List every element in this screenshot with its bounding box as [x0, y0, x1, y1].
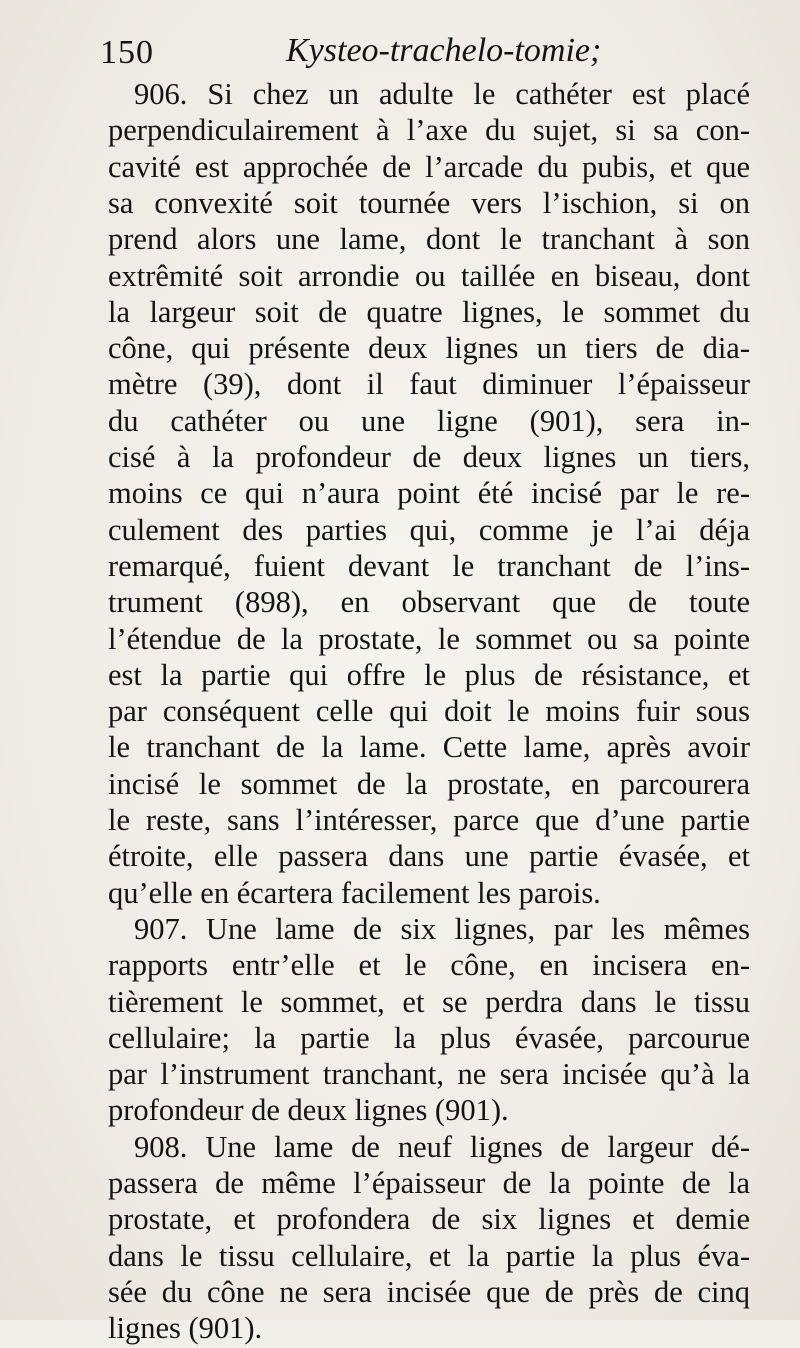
text-line: le tranchant de la lame. Cette lame, après avoir — [108, 730, 750, 765]
text-line: lignes (901). — [108, 1311, 263, 1346]
text-line: sée du cône ne sera incisée que de près de cinq — [108, 1274, 750, 1309]
text-line: extrêmité soit arrondie ou taillée en biseau, dont — [108, 258, 750, 293]
text-line: trument (898), en observant que de toute — [108, 585, 750, 620]
text-line: est la partie qui offre le plus de résistance, et — [108, 657, 750, 692]
text-line: cisé à la profondeur de deux lignes un tiers, — [108, 440, 750, 474]
text-line: rapports entr’elle et le cône, en incisera en- — [108, 948, 750, 983]
text-line: perpendiculairement à l’axe du sujet, si sa con- — [108, 113, 750, 148]
text-line: tièrement le sommet, et se perdra dans le tissu — [108, 984, 750, 1019]
text-line: 906. Si chez un adulte le cathéter est placé — [134, 77, 750, 111]
text-line: culement des parties qui, comme je l’ai déja — [108, 512, 750, 547]
text-line: 908. Une lame de neuf lignes de largeur dé- — [134, 1129, 750, 1164]
text-line: sa convexité soit tournée vers l’ischion, si on — [108, 185, 750, 220]
text-line: prend alors une lame, dont le tranchant à son — [108, 222, 750, 257]
text-line: cône, qui présente deux lignes un tiers de dia- — [108, 331, 750, 366]
page-header — [100, 30, 620, 78]
text-line: remarqué, fuient devant le tranchant de l’ins- — [108, 548, 750, 583]
text-line: incisé le sommet de la prostate, en parcourera — [108, 766, 750, 801]
text-line: la largeur soit de quatre lignes, le sommet du — [108, 294, 750, 329]
text-line: mètre (39), dont il faut diminuer l’épaisseur — [108, 367, 750, 402]
text-line: qu’elle en écartera facilement les parois. — [108, 875, 601, 910]
text-line: par l’instrument tranchant, ne sera incisée qu’à la — [108, 1057, 750, 1092]
text-line: moins ce qui n’aura point été incisé par le re- — [108, 476, 750, 511]
text-line: étroite, elle passera dans une partie évasée, et — [108, 839, 750, 874]
text-line: 907. Une lame de six lignes, par les mêmes — [134, 911, 750, 946]
page-number: 150 — [100, 34, 154, 71]
text-line: dans le tissu cellulaire, et la partie la plus éva- — [108, 1238, 750, 1273]
text-line: cellulaire; la partie la plus évasée, parcourue — [108, 1020, 750, 1055]
text-line: profondeur de deux lignes (901). — [108, 1093, 509, 1128]
text-line: l’étendue de la prostate, le sommet ou sa pointe — [108, 621, 750, 656]
text-line: du cathéter ou une ligne (901), sera in- — [108, 403, 750, 438]
text-line: le reste, sans l’intéresser, parce que d’une partie — [108, 803, 750, 837]
text-line: passera de même l’épaisseur de la pointe de la — [108, 1166, 750, 1200]
text-line: cavité est approchée de l’arcade du pubis, et que — [108, 149, 750, 184]
text-line: par conséquent celle qui doit le moins fuir sous — [108, 694, 750, 729]
running-title: Kysteo-trachelo-tomie; — [286, 32, 602, 69]
text-line: prostate, et profondera de six lignes et demie — [108, 1202, 750, 1237]
